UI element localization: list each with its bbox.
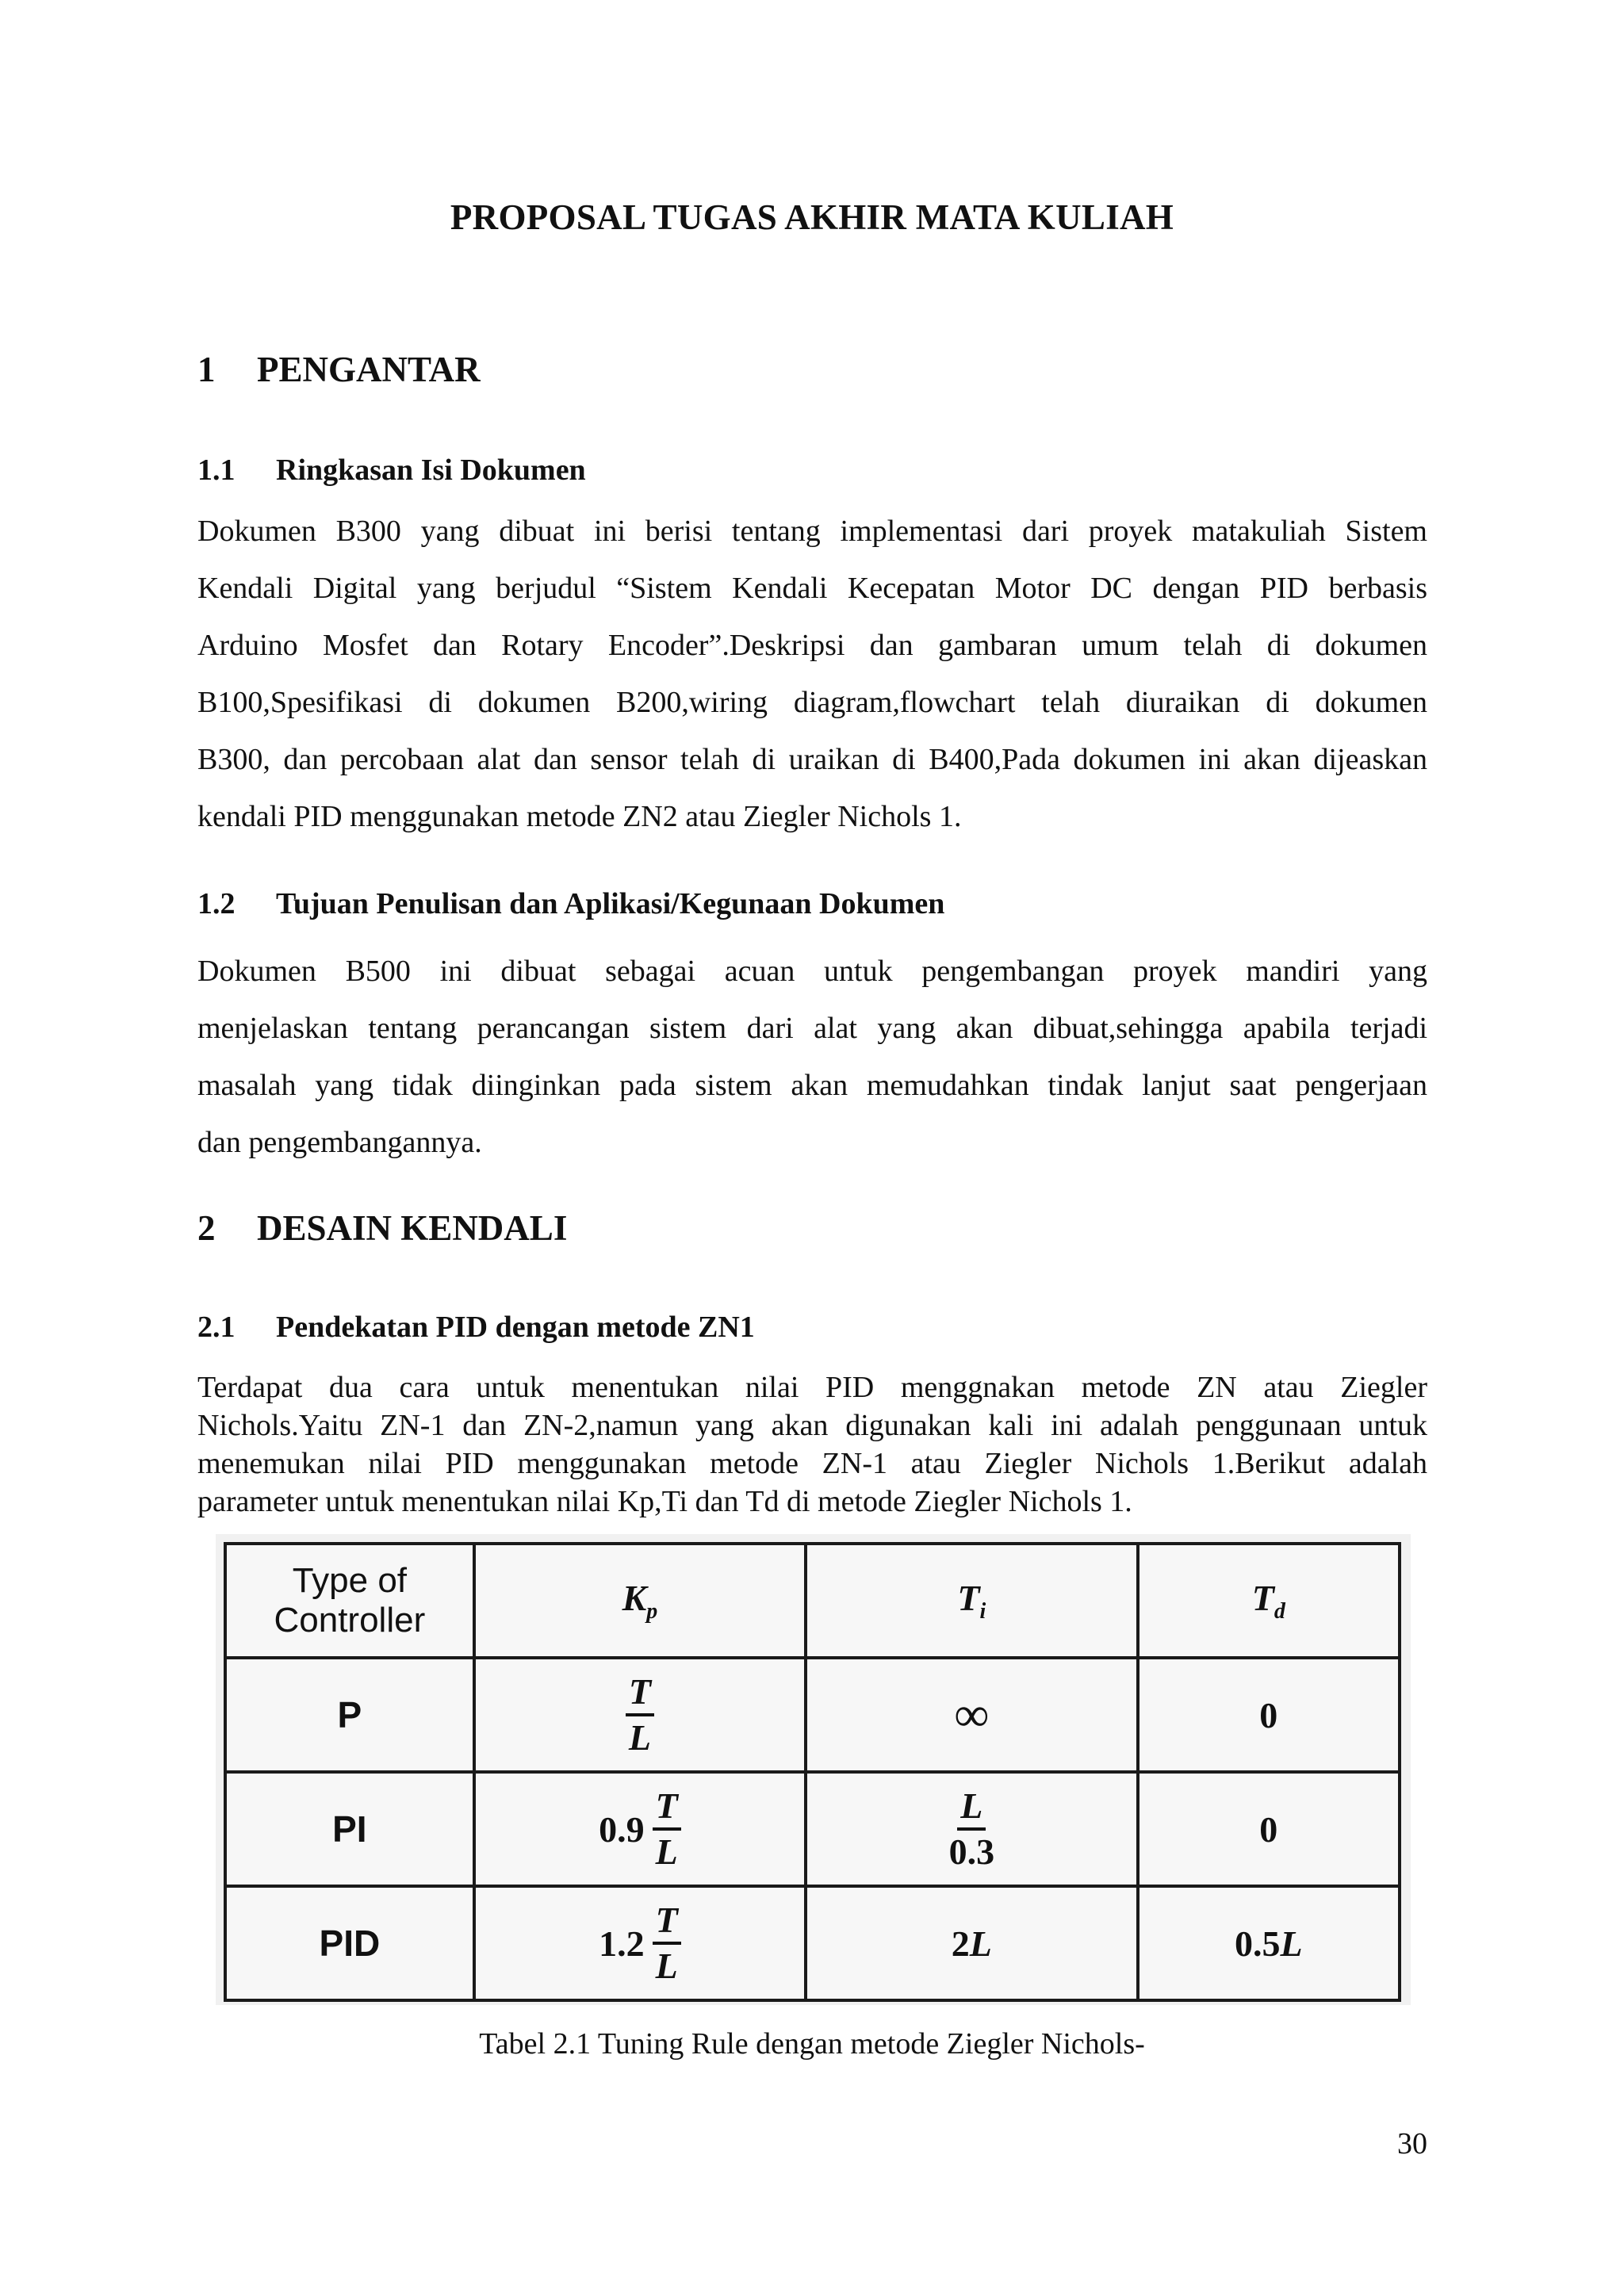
td-coefficient: 0.5 (1234, 1923, 1281, 1964)
paragraph-line: menemukan nilai PID menggunakan metode ZN-1 atau Ziegler Nichols 1.Berikut adalah (197, 1447, 1427, 1480)
header-ti (806, 1544, 1137, 1658)
header-kp-symbol: K (622, 1577, 647, 1618)
kp-fraction (626, 1671, 654, 1758)
document-title: PROPOSAL TUGAS AKHIR MATA KULIAH (450, 197, 1174, 237)
paragraph-line: B100,Spesifikasi di dokumen B200,wiring diagram,flowchart telah diuraikan di dokumen (197, 686, 1427, 719)
header-kp (474, 1544, 806, 1658)
zn-tuning-table-figure (216, 1534, 1411, 2005)
ti-variable: L (969, 1923, 992, 1964)
subsection-title: Tujuan Penulisan dan Aplikasi/Kegunaan Dokumen (276, 887, 945, 920)
section-number: 1 (197, 350, 216, 389)
td-value: 0 (1259, 1808, 1278, 1850)
header-kp-subscript: p (646, 1599, 658, 1624)
row-type-label: PID (319, 1923, 381, 1964)
header-ti-symbol: T (957, 1577, 980, 1618)
zn-tuning-table (224, 1542, 1401, 2002)
paragraph-line: Arduino Mosfet dan Rotary Encoder”.Deskripsi dan gambaran umum telah di dokumen (197, 629, 1427, 662)
table-row (225, 1886, 1400, 2000)
table-row (225, 1658, 1400, 1772)
header-ti-subscript: i (979, 1599, 986, 1624)
kp-coefficient: 0.9 (599, 1808, 645, 1850)
table-caption: Tabel 2.1 Tuning Rule dengan metode Ziegler Nichols- (479, 2027, 1145, 2061)
td-cell (1138, 1886, 1400, 2000)
paragraph-line: Dokumen B500 ini dibuat sebagai acuan untuk pengembangan proyek mandiri yang (197, 955, 1427, 988)
table-header-row (225, 1544, 1400, 1658)
subsection-1-1-heading (197, 453, 586, 488)
fraction-numerator: T (626, 1674, 654, 1716)
fraction-denominator: L (655, 1946, 678, 1986)
paragraph-line: Dokumen B300 yang dibuat ini berisi tentang implementasi dari proyek matakuliah Sistem (197, 515, 1427, 548)
subsection-title: Ringkasan Isi Dokumen (276, 453, 586, 487)
ti-cell (806, 1658, 1137, 1772)
section-number: 2 (197, 1208, 216, 1248)
paragraph-1-1 (197, 503, 1427, 845)
kp-cell (474, 1886, 806, 2000)
kp-fraction (653, 1902, 681, 1984)
fraction-denominator: L (655, 1831, 678, 1872)
row-type-label: P (337, 1694, 362, 1735)
paragraph-line: menjelaskan tentang perancangan sistem dari alat yang akan dibuat,sehingga apabila terjadi (197, 1012, 1427, 1045)
paragraph-line: parameter untuk menentukan nilai Kp,Ti dan Td di metode Ziegler Nichols 1. (197, 1485, 1132, 1518)
section-1-heading (197, 349, 481, 390)
subsection-title: Pendekatan PID dengan metode ZN1 (276, 1311, 755, 1344)
td-cell (1138, 1658, 1400, 1772)
section-2-heading (197, 1207, 567, 1249)
paragraph-line: Terdapat dua cara untuk menentukan nilai PID menggnakan metode ZN atau Ziegler (197, 1371, 1427, 1404)
paragraph-2-1 (197, 1368, 1427, 1521)
fraction-numerator: T (653, 1902, 681, 1945)
fraction-numerator: T (653, 1788, 681, 1831)
paragraph-line: B300, dan percobaan alat dan sensor telah di uraikan di B400,Pada dokumen ini akan dijeaskan (197, 743, 1427, 776)
kp-coefficient: 1.2 (599, 1923, 645, 1964)
subsection-number: 1.1 (197, 453, 236, 487)
subsection-1-2-heading (197, 886, 944, 921)
paragraph-1-2 (197, 943, 1427, 1171)
ti-fraction (946, 1785, 998, 1872)
paragraph-line: Nichols.Yaitu ZN-1 dan ZN-2,namun yang akan digunakan kali ini adalah penggunaan untuk (197, 1409, 1427, 1442)
kp-fraction (653, 1785, 681, 1872)
section-title: PENGANTAR (257, 350, 481, 389)
header-controller-line1: Type of (292, 1561, 408, 1600)
table-row (225, 1772, 1400, 1886)
header-td (1138, 1544, 1400, 1658)
page-number: 30 (1397, 2127, 1427, 2160)
paragraph-line: kendali PID menggunakan metode ZN2 atau Ziegler Nichols 1. (197, 800, 962, 833)
ti-coefficient: 2 (951, 1923, 970, 1964)
row-type-cell (225, 1658, 474, 1772)
subsection-number: 1.2 (197, 887, 236, 920)
header-controller-line2: Controller (274, 1601, 426, 1640)
fraction-denominator: 0.3 (948, 1831, 995, 1872)
ti-cell (806, 1886, 1137, 2000)
kp-cell (474, 1772, 806, 1886)
paragraph-line: Kendali Digital yang berjudul “Sistem Kendali Kecepatan Motor DC dengan PID berbasis (197, 572, 1427, 605)
fraction-numerator: L (957, 1788, 986, 1831)
subsection-2-1-heading (197, 1310, 755, 1345)
section-title: DESAIN KENDALI (257, 1208, 568, 1248)
header-controller-type (225, 1544, 474, 1658)
row-type-cell (225, 1772, 474, 1886)
td-value: 0 (1259, 1694, 1278, 1735)
fraction-denominator: L (628, 1717, 651, 1758)
ti-cell (806, 1772, 1137, 1886)
td-cell (1138, 1772, 1400, 1886)
infinity-symbol: ∞ (954, 1687, 990, 1742)
subsection-number: 2.1 (197, 1311, 236, 1344)
row-type-label: PI (332, 1808, 367, 1850)
paragraph-line: masalah yang tidak diinginkan pada sistem akan memudahkan tindak lanjut saat pengerjaan (197, 1069, 1427, 1102)
header-td-symbol: T (1251, 1577, 1274, 1618)
row-type-cell (225, 1886, 474, 2000)
header-td-subscript: d (1274, 1599, 1285, 1624)
paragraph-line: dan pengembangannya. (197, 1126, 482, 1159)
td-variable: L (1280, 1923, 1303, 1964)
kp-cell (474, 1658, 806, 1772)
